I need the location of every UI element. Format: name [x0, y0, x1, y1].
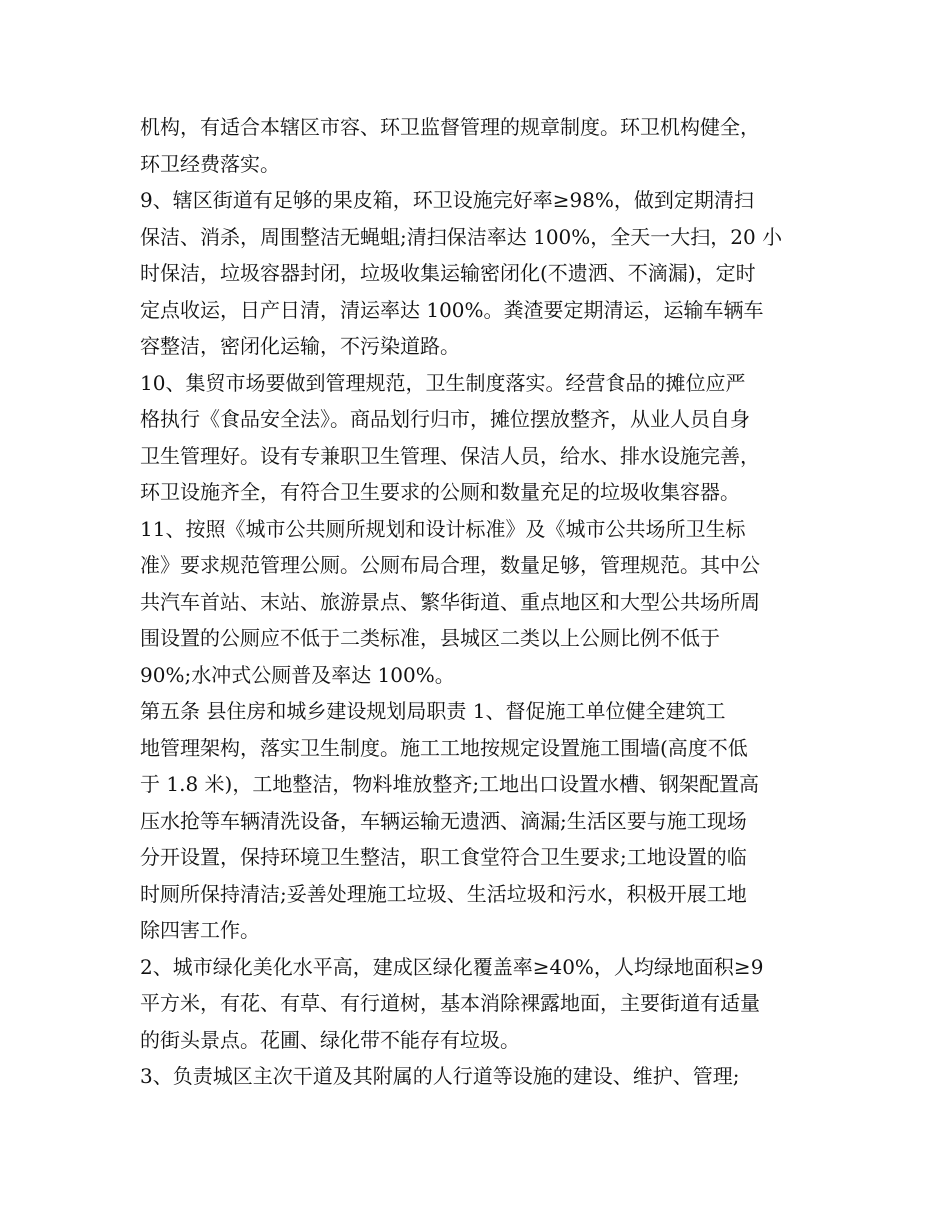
- text-line: 除四害工作。: [140, 918, 260, 942]
- text-line: 分开设置，保持环境卫生整洁，职工食堂符合卫生要求;工地设置的临: [140, 845, 747, 869]
- text-line: 准》要求规范管理公厕。公厕布局合理，数量足够，管理规范。其中公: [140, 553, 760, 577]
- text-line: 平方米，有花、有草、有行道树，基本消除裸露地面，主要街道有适量: [140, 991, 760, 1015]
- text-line: 地管理架构，落实卫生制度。施工工地按规定设置施工围墙(高度不低: [140, 735, 748, 760]
- text-line: 于 1.8 米)，工地整洁，物料堆放整齐;工地出口设置水槽、钢架配置高: [140, 772, 760, 796]
- text-line: 围设置的公厕应不低于二类标准，县城区二类以上公厕比例不低于: [140, 626, 720, 650]
- text-line: 时保洁，垃圾容器封闭，垃圾收集运输密闭化(不遗洒、不滴漏)，定时: [140, 261, 756, 285]
- text-line: 机构，有适合本辖区市容、环卫监督管理的规章制度。环卫机构健全，: [140, 115, 760, 139]
- text-line: 11、按照《城市公共厕所规划和设计标准》及《城市公共场所卫生标: [140, 516, 746, 541]
- text-line: 共汽车首站、末站、旅游景点、繁华街道、重点地区和大型公共场所周: [140, 589, 760, 614]
- text-line: 定点收运，日产日清，清运率达 100%。粪渣要定期清运，运输车辆车: [140, 297, 764, 322]
- text-line: 环卫设施齐全，有符合卫生要求的公厕和数量充足的垃圾收集容器。: [140, 480, 740, 504]
- text-line: 2、城市绿化美化水平高，建成区绿化覆盖率≥40%，人均绿地面积≥9: [140, 954, 764, 979]
- text-line: 时厕所保持清洁;妥善处理施工垃圾、生活垃圾和污水，积极开展工地: [140, 881, 747, 906]
- text-line: 格执行《食品安全法》。商品划行归市，摊位摆放整齐，从业人员自身: [140, 407, 750, 431]
- text-line: 环卫经费落实。: [140, 151, 280, 176]
- text-line: 10、集贸市场要做到管理规范，卫生制度落实。经营食品的摊位应严: [140, 370, 746, 395]
- text-line: 3、负责城区主次干道及其附属的人行道等设施的建设、维护、管理;: [140, 1064, 740, 1088]
- text-line: 容整洁，密闭化运输，不污染道路。: [140, 334, 460, 358]
- text-line: 压水抢等车辆清洗设备，车辆运输无遗洒、滴漏;生活区要与施工现场: [140, 808, 747, 833]
- text-line: 第五条 县住房和城乡建设规划局职责 1、督促施工单位健全建筑工: [140, 699, 726, 723]
- document-body: [140, 109, 820, 1095]
- text-line: 的街头景点。花圃、绿化带不能存有垃圾。: [140, 1027, 520, 1052]
- text-line: 9、辖区街道有足够的果皮箱，环卫设施完好率≥98%，做到定期清扫: [140, 188, 754, 212]
- text-line: 卫生管理好。设有专兼职卫生管理、保洁人员，给水、排水设施完善，: [140, 443, 760, 468]
- text-line: 90%;水冲式公厕普及率达 100%。: [140, 662, 455, 687]
- text-line: 保洁、消杀，周围整洁无蝇蛆;清扫保洁率达 100%，全天一大扫，20 小: [140, 224, 783, 249]
